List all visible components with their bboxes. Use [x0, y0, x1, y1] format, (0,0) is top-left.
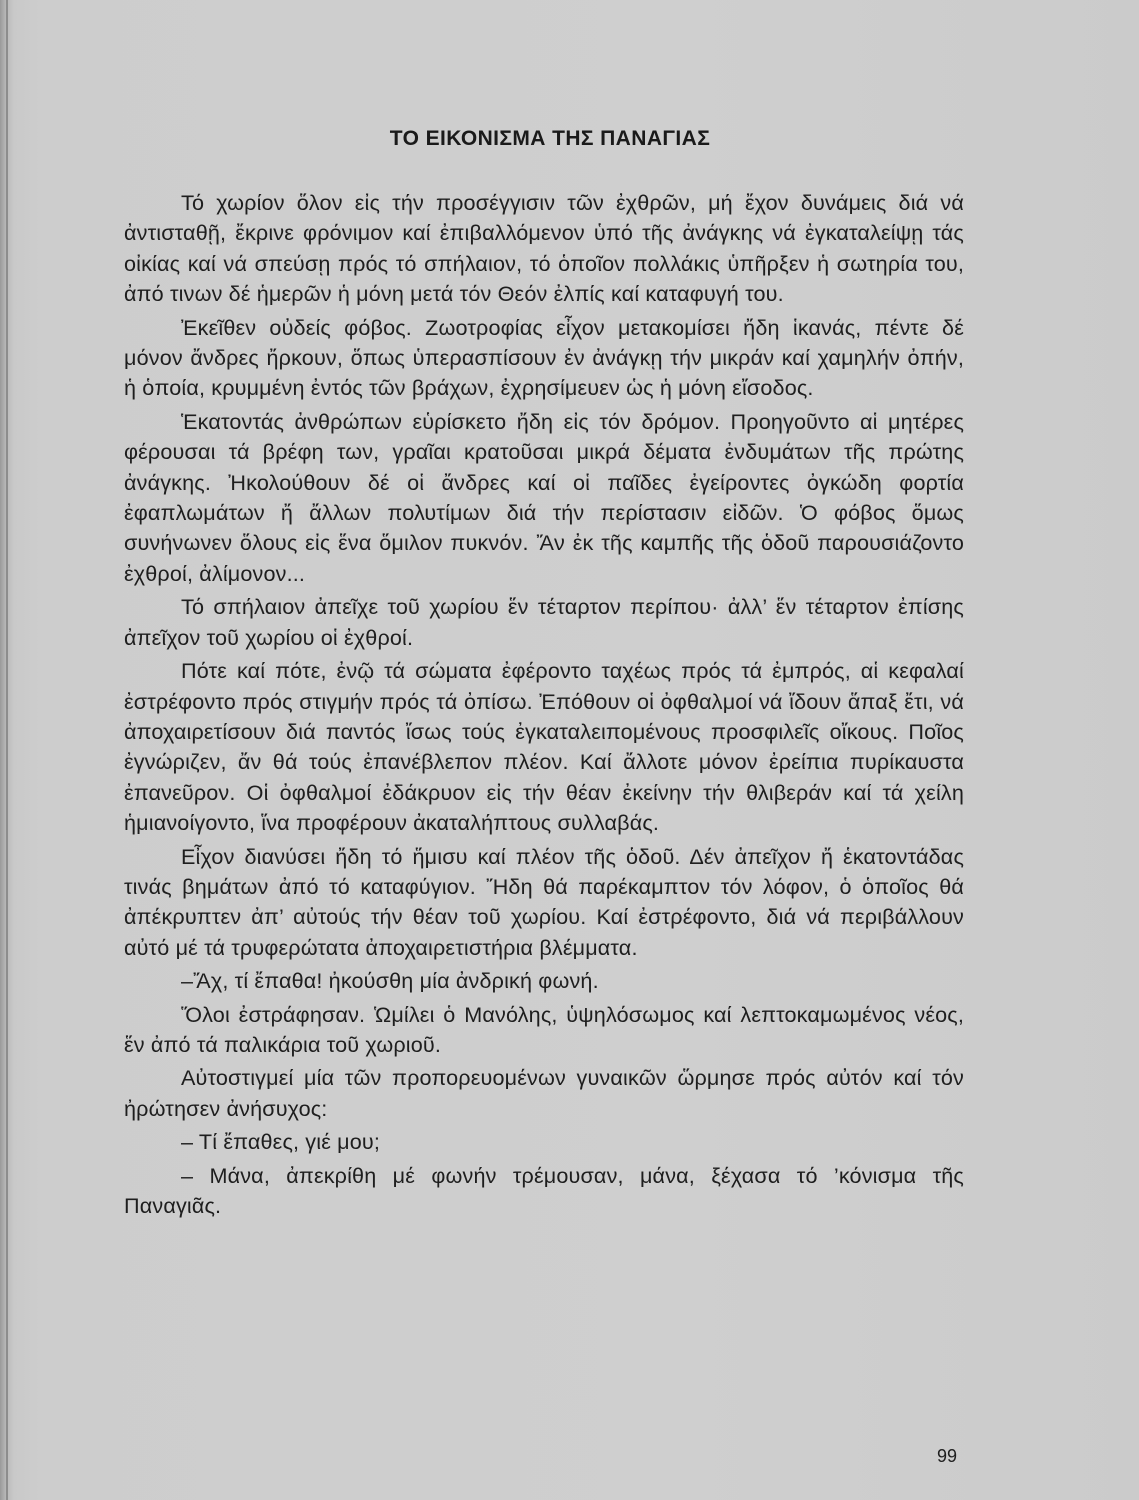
chapter-title: ΤΟ ΕΙΚΟΝΙΣΜΑ ΤΗΣ ΠΑΝΑΓΙΑΣ	[389, 127, 711, 150]
body-text	[124, 188, 964, 1221]
paragraph: Τό χωρίον ὅλον εἰς τήν προσέγγισιν τῶν ἐχθρῶν, μή ἔχον δυνάμεις διά νά ἀντισταθῇ, ἔκρινε φρόνιμον καί ἐπιβαλλόμενον ὑπό τῆς ἀνάγκης νά ἐγκαταλείψῃ τάς οἰκίας καί νά σπεύσῃ πρός τό σπήλαιον, τό ὁποῖον πολλάκις ὑπῆρξεν ἡ σωτηρία του, ἀπό τινων δέ ἡμερῶν ἡ μόνη μετά τόν Θεόν ἐλπίς καί καταφυγή του.	[124, 190, 964, 307]
page-gutter	[6, 0, 8, 1500]
paragraph: Πότε καί πότε, ἐνῷ τά σώματα ἐφέροντο ταχέως πρός τά ἐμπρός, αἱ κεφαλαί ἐστρέφοντο πρός στιγμήν πρός τά ὀπίσω. Ἐπόθουν οἱ ὀφθαλμοί νά ἴδουν ἅπαξ ἔτι, νά ἀποχαιρετίσουν διά παντός ἴσως τούς ἐγκαταλειπομένους προσφιλεῖς οἴκους. Ποῖος ἐγνώριζεν, ἄν θά τούς ἐπανέβλεπον πλέον. Καί ἄλλοτε μόνον ἐρείπια πυρίκαυστα ἐπανεῦρον. Οἱ ὀφθαλμοί ἐδάκρυον εἰς τήν θέαν ἐκείνην τήν θλιβεράν καί τά χείλη ἡμιανοίγοντο, ἵνα προφέρουν ἀκαταλήπτους συλλαβάς.	[124, 658, 964, 836]
dialogue-line: –Ἄχ, τί ἔπαθα! ἠκούσθη μία ἀνδρική φωνή.	[181, 968, 599, 994]
paragraph: Ἐκεῖθεν οὐδείς φόβος. Ζωοτροφίας εἶχον μετακομίσει ἤδη ἱκανάς, πέντε δέ μόνον ἄνδρες ἤρκουν, ὅπως ὑπερασπίσουν ἐν ἀνάγκῃ τήν μικράν καί χαμηλήν ὀπήν, ἡ ὁποία, κρυμμένη ἐντός τῶν βράχων, ἐχρησίμευεν ὡς ἡ μόνη εἴσοδος.	[124, 314, 964, 401]
paragraph: Τό σπήλαιον ἀπεῖχε τοῦ χωρίου ἕν τέταρτον περίπου· ἀλλ’ ἕν τέταρτον ἐπίσης ἀπεῖχον τοῦ χωρίου οἱ ἐχθροί.	[124, 594, 964, 650]
dialogue-line: – Μάνα, ἀπεκρίθη μέ φωνήν τρέμουσαν, μάνα, ξέχασα τό ’κόνισμα τῆς Παναγιᾶς.	[124, 1162, 964, 1218]
paragraph: Ὅλοι ἐστράφησαν. Ὡμίλει ὁ Μανόλης, ὑψηλόσωμος καί λεπτοκαμωμένος νέος, ἕν ἀπό τά παλικάρια τοῦ χωριοῦ.	[124, 1001, 964, 1057]
paragraph: Ἑκατοντάς ἀνθρώπων εὑρίσκετο ἤδη εἰς τόν δρόμον. Προηγοῦντο αἱ μητέρες φέρουσαι τά βρέφη των, γραῖαι κρατοῦσαι μικρά δέματα ἐνδυμάτων τῆς πρώτης ἀνάγκης. Ἠκολούθουν δέ οἱ ἄνδρες καί οἱ παῖδες ἐγείροντες ὀγκώδη φορτία ἐφαπλωμάτων ἤ ἄλλων πολυτίμων διά τήν περίστασιν εἰδῶν. Ὁ φόβος ὅμως συνήνωνεν ὅλους εἰς ἕνα ὅμιλον πυκνόν. Ἄν ἐκ τῆς καμπῆς τῆς ὁδοῦ παρουσιάζοντο ἐχθροί, ἀλίμονον...	[124, 408, 964, 586]
paragraph: Αὐτοστιγμεί μία τῶν προπορευομένων γυναικῶν ὥρμησε πρός αὐτόν καί τόν ἠρώτησεν ἀνήσυχος:	[124, 1065, 964, 1121]
paragraph: Εἶχον διανύσει ἤδη τό ἥμισυ καί πλέον τῆς ὁδοῦ. Δέν ἀπεῖχον ἤ ἑκατοντάδας τινάς βημάτων ἀπό τό καταφύγιον. Ἤδη θά παρέκαμπτον τόν λόφον, ὁ ὁποῖος θά ἀπέκρυπτεν ἀπ’ αὐτούς τήν θέαν τοῦ χωρίου. Καί ἐστρέφοντο, διά νά περιβάλλουν αὐτό μέ τά τρυφερώτατα ἀποχαιρετιστήρια βλέμματα.	[124, 843, 964, 960]
dialogue-line: – Τί ἔπαθες, γιέ μου;	[181, 1129, 380, 1155]
page-number: 99	[937, 1446, 958, 1466]
